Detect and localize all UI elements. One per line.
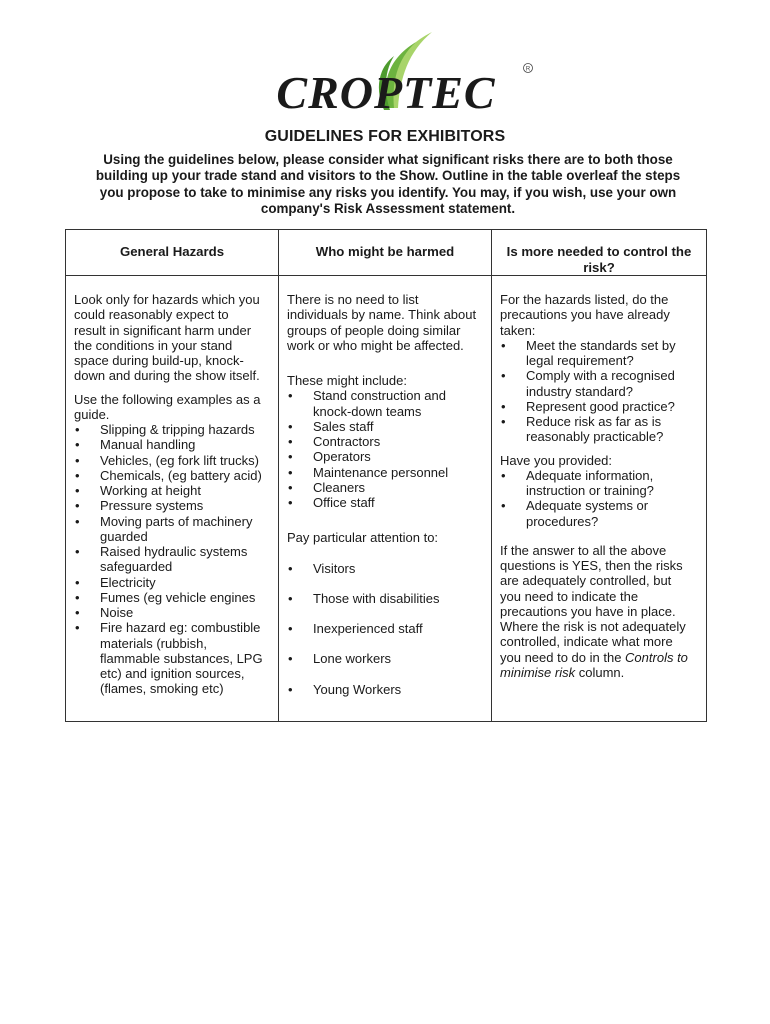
control-risk-cell	[492, 276, 707, 722]
text-line: taken:	[500, 322, 536, 338]
list-item-text: guarded	[100, 528, 148, 544]
intro-line: company's Risk Assessment statement.	[260, 201, 516, 217]
list-item-text: • Noise	[100, 605, 134, 620]
list-item-text: • Maintenance personnel	[313, 464, 449, 480]
text-line: If the answer to all the above	[500, 542, 667, 558]
list-item-text: • Operators	[313, 449, 371, 465]
header-who-might-be-harmed: Who might be harmed	[279, 230, 492, 276]
text-line: result in significant harm under	[74, 322, 252, 338]
text-line: controlled, indicate what more	[500, 634, 673, 650]
list-item-text: • Those with disabilities	[313, 590, 440, 606]
text-line: For the hazards listed, do the	[500, 292, 669, 307]
who-might-be-harmed-cell	[279, 276, 492, 722]
hazard-examples-list	[74, 422, 272, 697]
have-you-provided	[500, 453, 700, 468]
text-line: Pay particular attention to:	[287, 530, 439, 546]
list-item-text: (flames, smoking etc)	[100, 681, 224, 697]
list-item-text: etc) and ignition sources,	[100, 666, 245, 681]
list-item	[74, 498, 272, 513]
spacer	[287, 353, 485, 373]
list-item	[74, 590, 272, 605]
list-item-text: • Reduce risk as far as is	[526, 414, 662, 429]
list-item	[287, 561, 485, 576]
list-item-text: • Cleaners	[313, 479, 366, 495]
list-item	[74, 453, 272, 468]
list-item	[287, 495, 485, 510]
list-item	[500, 399, 700, 414]
intro-line: building up your trade stand and visitors to the Show. Outline in the table overleaf the steps	[95, 168, 681, 184]
list-item-text: knock-down teams	[313, 403, 422, 419]
spacer	[287, 546, 485, 561]
list-item-text: • Moving parts of machinery	[100, 513, 253, 529]
text-line: could reasonably expect to	[74, 307, 229, 323]
list-item-text: • Chemicals, (eg battery acid)	[100, 467, 262, 483]
text-line: Look only for hazards which you	[74, 292, 260, 307]
text-line: groups of people doing similar	[287, 322, 461, 338]
list-item-text: • Pressure systems	[100, 498, 204, 514]
list-item	[74, 575, 272, 590]
general-hazards-cell	[66, 276, 279, 722]
provided-list	[500, 468, 700, 529]
control-intro	[500, 292, 700, 338]
list-item-text: • Stand construction and	[313, 388, 446, 404]
examples-intro	[74, 392, 272, 423]
answer-guidance	[500, 543, 700, 680]
attention-list	[287, 561, 485, 697]
intro-text	[74, 152, 702, 218]
hazards-intro	[74, 292, 272, 384]
italic-text: Controls to	[625, 649, 688, 665]
text-line: minimise risk column.	[500, 664, 625, 680]
list-item	[287, 621, 485, 636]
registered-mark: R	[525, 66, 531, 73]
risk-guidance-table	[65, 229, 707, 722]
list-item-text: instruction or training?	[526, 483, 654, 498]
text-line: down and during the show itself.	[74, 368, 260, 384]
list-item-text: • Raised hydraulic systems	[100, 544, 248, 559]
list-item-text: materials (rubbish,	[100, 635, 207, 651]
list-item-text: • Fumes (eg vehicle engines	[100, 589, 256, 605]
list-item-text: reasonably practicable?	[526, 429, 664, 445]
header-more-needed: Is more needed to control the risk?	[492, 230, 707, 276]
list-item-text: • Lone workers	[313, 651, 392, 667]
list-item	[74, 605, 272, 620]
list-item	[287, 449, 485, 464]
list-item-text: • Working at height	[100, 483, 201, 498]
list-item-text: procedures?	[526, 513, 599, 529]
table-header-row	[66, 230, 707, 276]
page-title: GUIDELINES FOR EXHIBITORS	[264, 128, 506, 145]
text-line: questions is YES, then the risks	[500, 558, 683, 573]
list-item-text: legal requirement?	[526, 353, 634, 368]
list-item-text: • Contractors	[313, 434, 381, 449]
text-line: Where the risk is not adequately	[500, 619, 686, 634]
list-item-text: • Meet the standards set by	[526, 337, 676, 353]
list-item-text: • Electricity	[100, 574, 156, 590]
list-item-text: • Visitors	[313, 560, 356, 576]
list-item-text: • Sales staff	[313, 418, 374, 434]
text-line: guide.	[74, 406, 110, 422]
text-line: Have you provided:	[500, 452, 613, 468]
list-item-text: flammable substances, LPG	[100, 650, 263, 666]
header-general-hazards: General Hazards	[66, 230, 279, 276]
list-item	[74, 483, 272, 498]
list-item-text: • Inexperienced staff	[313, 621, 423, 636]
list-item	[287, 480, 485, 495]
who-harmed-intro	[287, 292, 485, 353]
list-item	[74, 620, 272, 696]
list-item-text: • Office staff	[313, 495, 375, 510]
list-item	[500, 468, 700, 499]
list-item-text: • Young Workers	[313, 681, 402, 697]
list-item	[74, 514, 272, 545]
text-line: you need to do in the Controls to	[500, 649, 688, 665]
table-row	[66, 276, 707, 722]
text-line: you need to indicate the	[500, 588, 639, 604]
list-item	[287, 591, 485, 606]
italic-text: minimise risk	[500, 664, 576, 680]
text-line: work or who might be affected.	[287, 337, 464, 353]
text-line: space during build-up, knock-	[74, 353, 244, 368]
list-item	[287, 388, 485, 419]
standards-list	[500, 338, 700, 445]
croptec-logo-graphic	[236, 30, 536, 120]
these-might-include	[287, 373, 485, 388]
text-line: precautions you have in place.	[500, 603, 676, 619]
list-item-text: • Fire hazard eg: combustible	[100, 620, 261, 636]
pay-attention-to	[287, 530, 485, 545]
spacer	[500, 445, 700, 453]
list-item-text: • Adequate information,	[526, 467, 654, 483]
list-item-text: • Slipping & tripping hazards	[100, 422, 255, 437]
list-item-text: • Manual handling	[100, 437, 196, 453]
list-item	[74, 437, 272, 452]
list-item-text: industry standard?	[526, 383, 633, 399]
list-item	[74, 468, 272, 483]
list-item-text: • Comply with a recognised	[526, 368, 675, 384]
list-item	[74, 422, 272, 437]
list-item	[287, 682, 485, 697]
list-item-text: • Represent good practice?	[526, 398, 675, 414]
list-item	[74, 544, 272, 575]
intro-line: Using the guidelines below, please consider what significant risks there are to both those	[103, 152, 673, 167]
spacer	[500, 529, 700, 543]
list-item	[500, 368, 700, 399]
text-line: These might include:	[287, 373, 407, 388]
people-list	[287, 388, 485, 510]
croptec-logo	[236, 30, 536, 120]
list-item	[287, 419, 485, 434]
list-item-text: • Vehicles, (eg fork lift trucks)	[100, 452, 259, 468]
logo-wordmark: CROPTEC	[276, 67, 496, 118]
list-item	[287, 465, 485, 480]
spacer	[287, 510, 485, 530]
list-item-text: safeguarded	[100, 559, 173, 575]
list-item	[500, 498, 700, 529]
list-item	[287, 651, 485, 666]
list-item-text: • Adequate systems or	[526, 498, 649, 514]
text-line: Use the following examples as a	[74, 391, 261, 407]
text-line: are adequately controlled, but	[500, 573, 672, 589]
text-line: the conditions in your stand	[74, 337, 233, 353]
intro-line: you propose to take to minimise any risks you identify. You may, if you wish, use your own	[99, 184, 677, 200]
list-item	[500, 414, 700, 445]
text-line: There is no need to list	[287, 292, 419, 307]
list-item	[500, 338, 700, 369]
text-line: individuals by name. Think about	[287, 307, 477, 323]
spacer	[74, 384, 272, 392]
list-item	[287, 434, 485, 449]
text-line: precautions you have already	[500, 307, 670, 323]
